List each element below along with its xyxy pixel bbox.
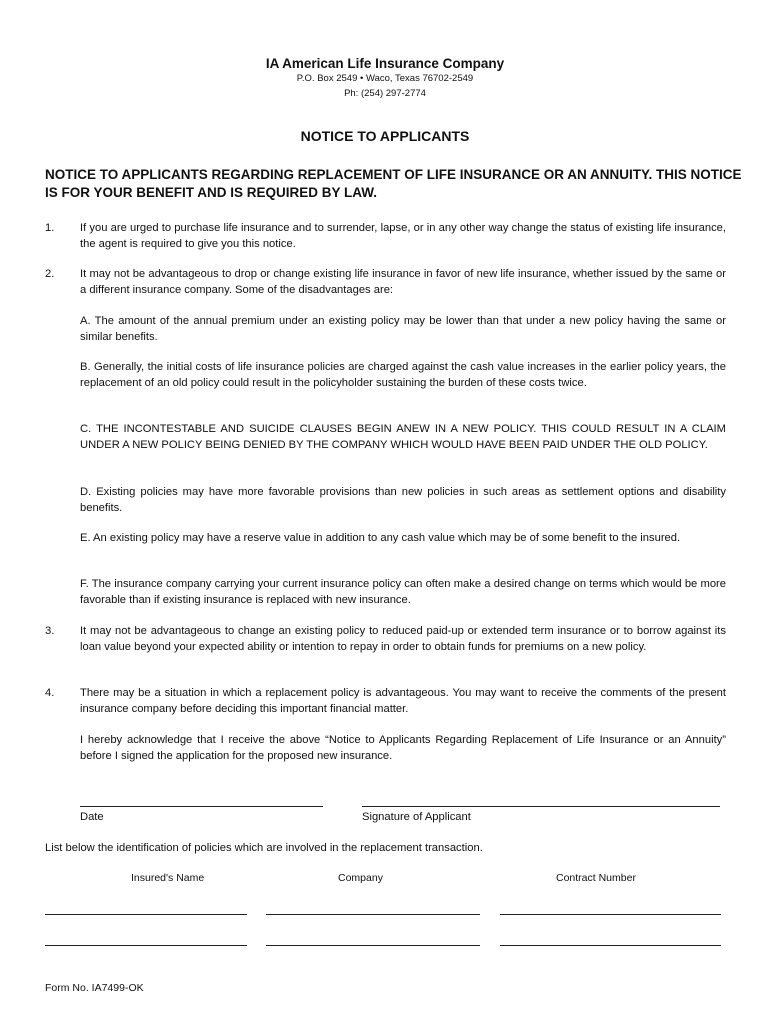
column-header-company: Company: [338, 872, 383, 884]
company-line[interactable]: [266, 945, 480, 946]
item-number: 4.: [45, 687, 55, 699]
column-header-contract-number: Contract Number: [556, 872, 636, 884]
applicant-signature-line[interactable]: [362, 806, 720, 807]
subitem-a: A. The amount of the annual premium under an existing policy may be lower than that under a new policy having the same or similar benefits.: [80, 315, 726, 343]
date-label: Date: [80, 811, 104, 823]
item-number: 3.: [45, 625, 55, 637]
subitem-c: C. THE INCONTESTABLE AND SUICIDE CLAUSES BEGIN ANEW IN A NEW POLICY. THIS COULD RESULT IN A CLAIM UNDER A NEW POLICY BEING DENIED BY THE COMPANY WHICH WOULD HAVE BEEN PAID UNDER THE OLD POLICY.: [80, 423, 726, 451]
acknowledgment-text: I hereby acknowledge that I receive the above “Notice to Applicants Regarding Replacement of Life Insurance or an Annuity” before I signed the application for the proposed new insurance.: [80, 734, 726, 762]
applicant-signature-label: Signature of Applicant: [362, 811, 471, 823]
contract-number-line[interactable]: [500, 945, 721, 946]
company-phone: Ph: (254) 297-2774: [344, 88, 426, 99]
insured-name-line[interactable]: [45, 914, 247, 915]
policy-list-intro: List below the identification of policies which are involved in the replacement transaction.: [45, 842, 483, 854]
contract-number-line[interactable]: [500, 914, 721, 915]
item-text: There may be a situation in which a replacement policy is advantageous. You may want to receive the comments of the present insurance company before deciding this important financial matter.: [80, 687, 726, 715]
form-number: Form No. IA7499-OK: [45, 982, 144, 994]
page-title: NOTICE TO APPLICANTS: [300, 128, 470, 144]
item-text: It may not be advantageous to drop or change existing life insurance in favor of new life insurance, whether issued by the same or a different insurance company. Some of the disadvantages are:: [80, 268, 726, 296]
subitem-b: B. Generally, the initial costs of life insurance policies are charged against the cash value increases in the earlier policy years, the replacement of an old policy could result in the policyholder sustaining the burden of these costs twice.: [80, 361, 726, 389]
company-line[interactable]: [266, 914, 480, 915]
item-text: It may not be advantageous to change an existing policy to reduced paid-up or extended term insurance or to borrow against its loan value beyond your expected ability or intention to repay in order to obtain funds for premiums on a new policy.: [80, 625, 726, 653]
item-number: 2.: [45, 268, 55, 280]
item-number: 1.: [45, 222, 55, 234]
date-signature-line[interactable]: [80, 806, 323, 807]
subitem-d: D. Existing policies may have more favorable provisions than new policies in such areas as settlement options and disability benefits.: [80, 486, 726, 514]
subitem-e: E. An existing policy may have a reserve value in addition to any cash value which may be of some benefit to the insured.: [80, 532, 681, 544]
column-header-insured-name: Insured's Name: [131, 872, 205, 884]
company-name: IA American Life Insurance Company: [265, 56, 505, 71]
company-address: P.O. Box 2549 • Waco, Texas 76702-2549: [296, 73, 474, 84]
item-text: If you are urged to purchase life insurance and to surrender, lapse, or in any other way change the status of existing life insurance, the agent is required to give you this notice.: [80, 222, 726, 250]
notice-subheading: NOTICE TO APPLICANTS REGARDING REPLACEMENT OF LIFE INSURANCE OR AN ANNUITY. THIS NOTICE IS FOR YOUR BENEFIT AND IS REQUIRED BY LAW.: [45, 167, 742, 200]
subitem-f: F. The insurance company carrying your current insurance policy can often make a desired change on terms which would be more favorable than if existing insurance is replaced with new insurance.: [80, 578, 726, 606]
insured-name-line[interactable]: [45, 945, 247, 946]
